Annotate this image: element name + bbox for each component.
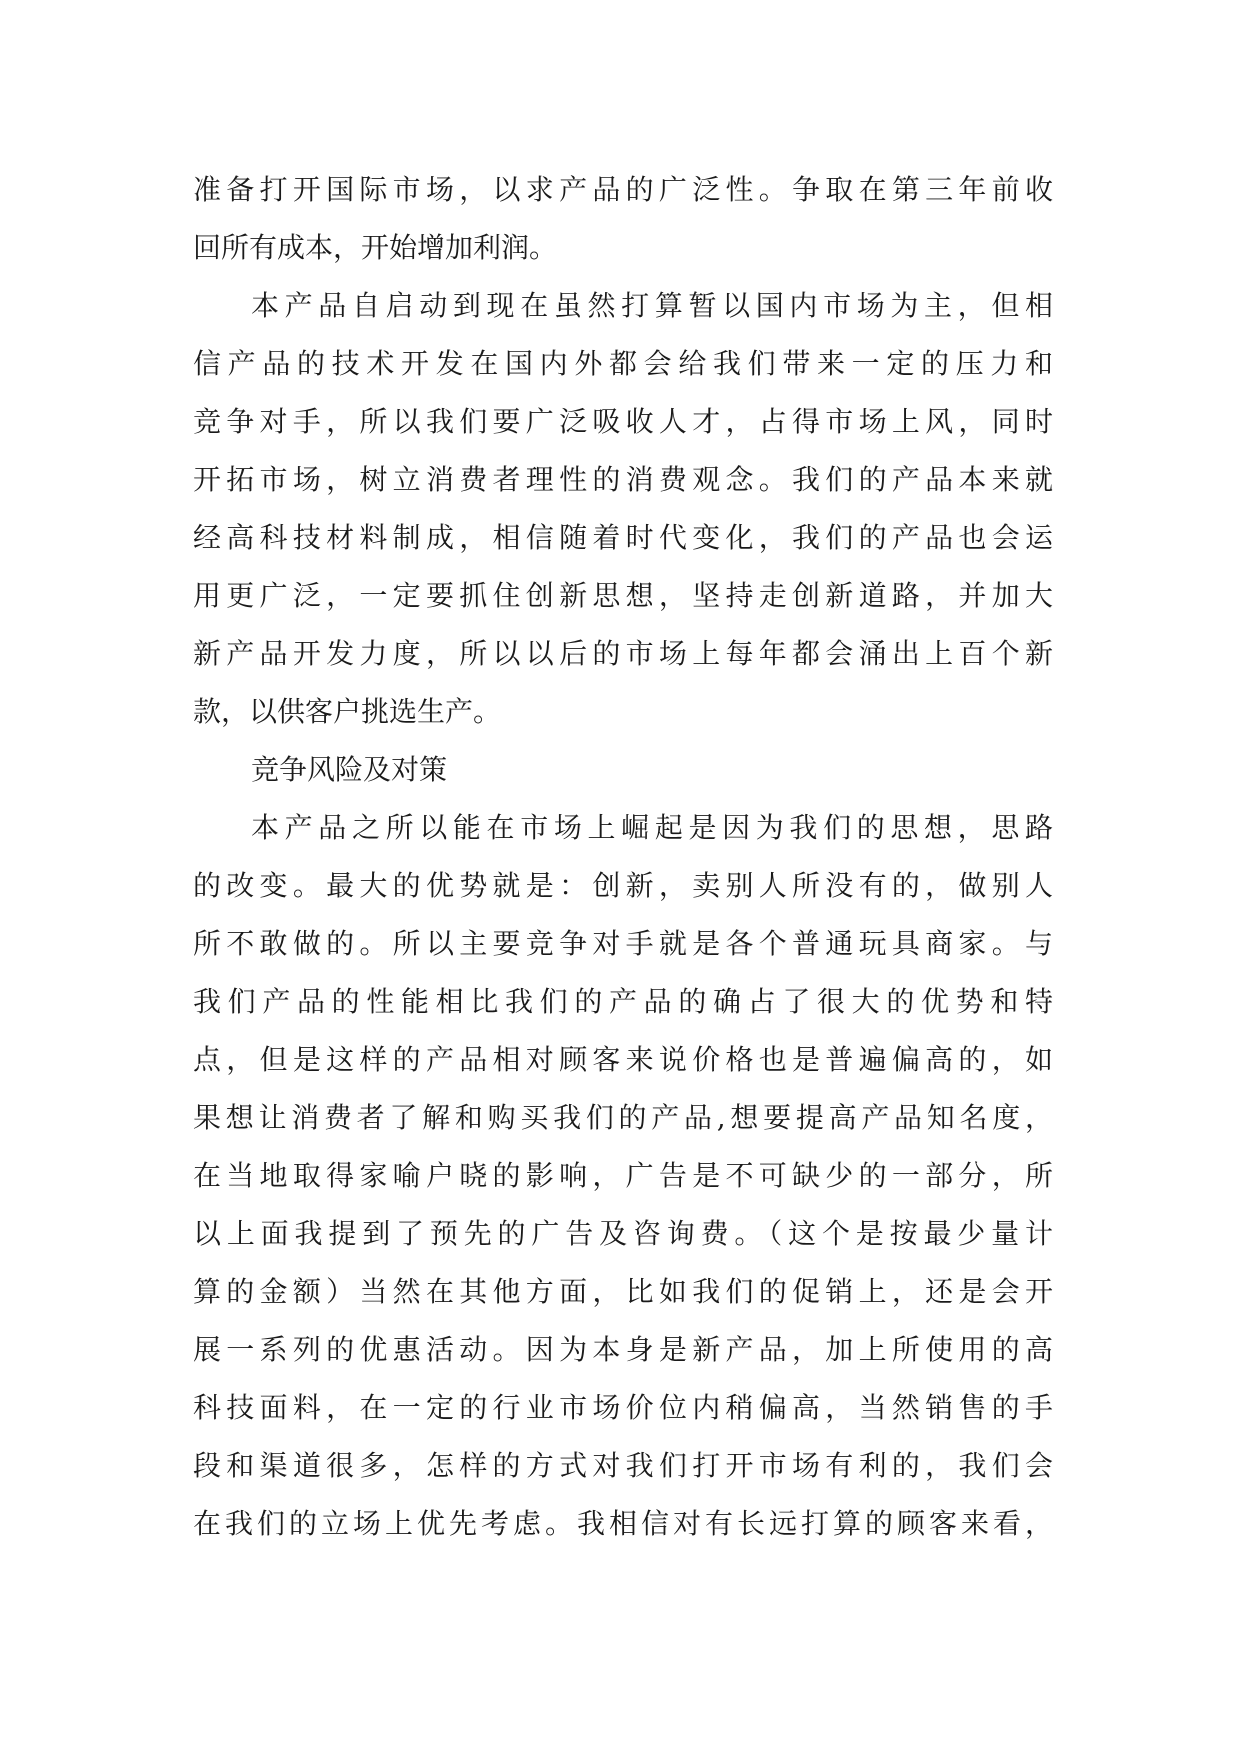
- paragraph-3: [193, 799, 1053, 1553]
- text-line: 回所有成本，开始增加利润。: [193, 231, 558, 264]
- text-line: 新产品开发力度，所以以后的市场上每年都会涌出上百个新: [193, 637, 1053, 670]
- text-line: 开拓市场，树立消费者理性的消费观念。我们的产品本来就: [193, 463, 1053, 496]
- text-line: 以上面我提到了预先的广告及咨询费。（这个是按最少量计: [193, 1217, 1053, 1250]
- text-line: 果想让消费者了解和购买我们的产品,想要提高产品知名度，: [193, 1101, 1053, 1134]
- text-line: 展一系列的优惠活动。因为本身是新产品，加上所使用的高: [193, 1333, 1053, 1366]
- paragraph-2: [193, 277, 1053, 741]
- text-line: 竞争对手，所以我们要广泛吸收人才，占得市场上风，同时: [193, 405, 1053, 438]
- text-line: 经高科技材料制成，相信随着时代变化，我们的产品也会运: [193, 521, 1053, 554]
- text-line: 科技面料，在一定的行业市场价位内稍偏高，当然销售的手: [193, 1391, 1053, 1424]
- text-line: 本产品自启动到现在虽然打算暂以国内市场为主，但相: [251, 289, 1053, 322]
- text-line: 款，以供客户挑选生产。: [193, 695, 502, 728]
- text-line: 用更广泛，一定要抓住创新思想，坚持走创新道路，并加大: [193, 579, 1053, 612]
- text-line: 准备打开国际市场，以求产品的广泛性。争取在第三年前收: [193, 173, 1053, 206]
- text-line: 点，但是这样的产品相对顾客来说价格也是普遍偏高的，如: [193, 1043, 1053, 1076]
- text-line: 信产品的技术开发在国内外都会给我们带来一定的压力和: [193, 347, 1053, 380]
- text-line: 我们产品的性能相比我们的产品的确占了很大的优势和特: [193, 985, 1053, 1018]
- text-line: 本产品之所以能在市场上崛起是因为我们的思想，思路: [251, 811, 1053, 844]
- paragraph-1: [193, 161, 1053, 277]
- section-heading: [193, 741, 1053, 799]
- text-line: 的改变。最大的优势就是：创新，卖别人所没有的，做别人: [193, 869, 1053, 902]
- text-line: 在当地取得家喻户晓的影响，广告是不可缺少的一部分，所: [193, 1159, 1053, 1192]
- text-line: 所不敢做的。所以主要竞争对手就是各个普通玩具商家。与: [193, 927, 1053, 960]
- text-line: 算的金额）当然在其他方面，比如我们的促销上，还是会开: [193, 1275, 1053, 1308]
- heading-line: 竞争风险及对策: [251, 753, 448, 786]
- text-line: 段和渠道很多，怎样的方式对我们打开市场有利的，我们会: [193, 1449, 1053, 1482]
- text-line: 在我们的立场上优先考虑。我相信对有长远打算的顾客来看，: [193, 1507, 1053, 1540]
- document-page: [193, 161, 1053, 1553]
